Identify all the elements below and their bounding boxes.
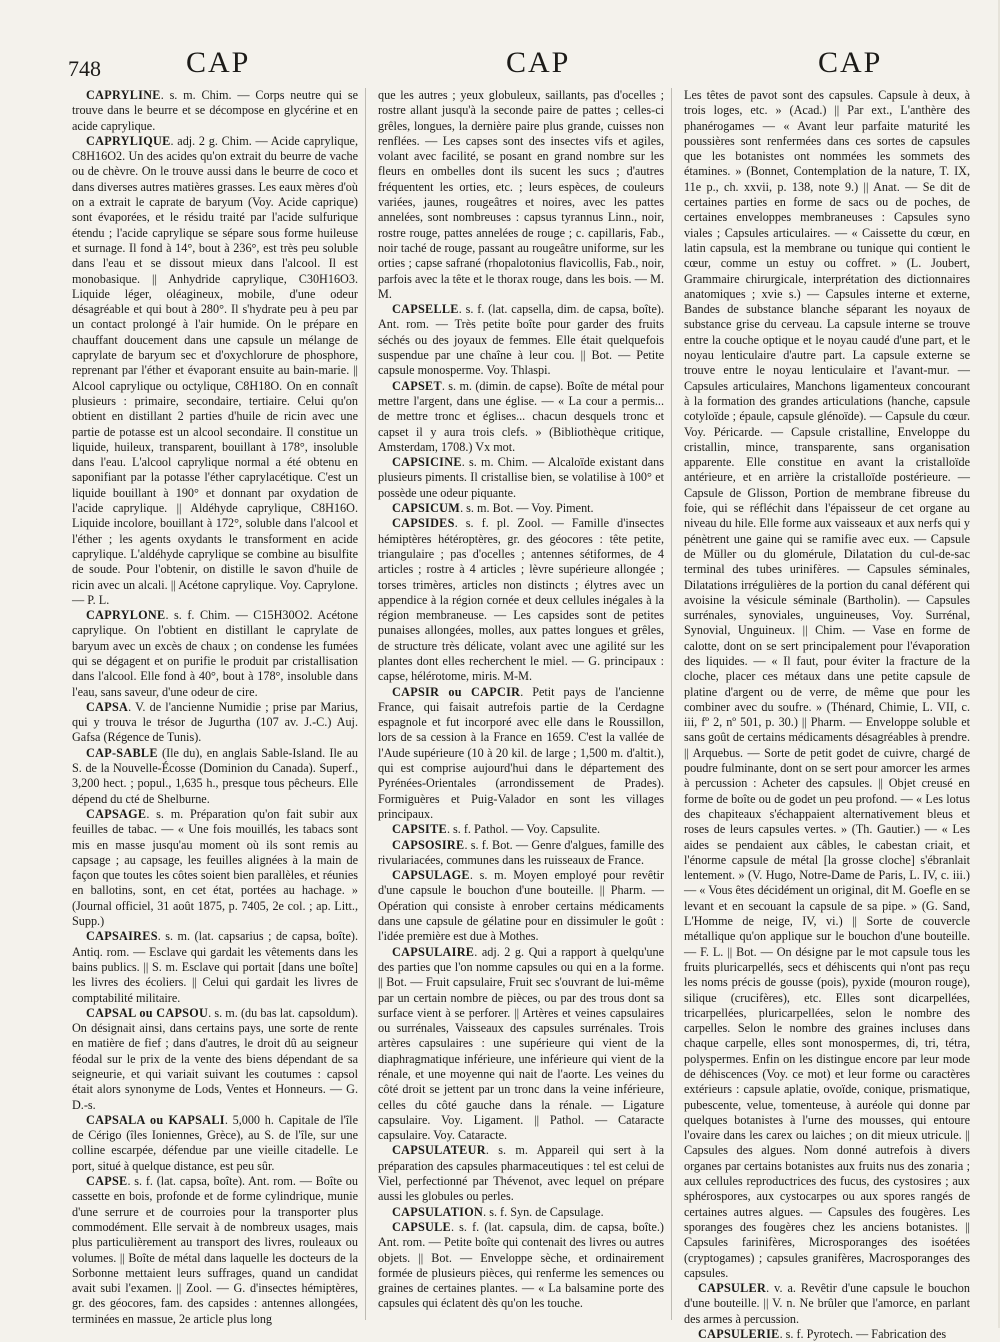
dictionary-entry (378, 822, 664, 837)
entry-headword: CAPSAL ou CAPSOU (86, 1005, 209, 1020)
dictionary-entry (72, 746, 358, 807)
running-header (0, 0, 1000, 80)
running-head-center: CAP (506, 46, 571, 79)
entry-text: Les têtes de pavot sont des capsules. Capsule à deux, à trois loges, etc. » (Acad.) || Par ext., L'anthère des phanérogames — « Avant leur parfaite maturité les poussières sont renfermées dans ces sortes de capsules que les botanistes ont nommées les sommets des étamines. » (Bonnet, Contemplation de la nature, T. IX, 11e p., ch. xxvii, p. 138, note 9.) || Anat. — Se dit de certaines parties en forme de sacs ou de poches, de certaines enveloppes membraneuses : Capsules syno viales ; Capsules articulaires. — « Caissette du cœur, en latin capsula, est la membrane ou tunique qui contient le cœur, comme un estuy ou coffret. » (L. Joubert, Grammaire chirurgicale, interprétation des dictionnaires anatomiques ; xvie s.) — Capsules interne et externe, Bandes de substance blanche séparant les noyaux de substance grise du cerveau. La capsule interne se trouve entre la couche optique et le noyau caudé d'une part, et le noyau lenticulaire d'autre part. La capsule externe se trouve entre le noyau lenticulaire et l'avant-mur. — Capsules articulaires, Manchons ligamenteux concourant à la formation des grandes articulations (hanche, capsule cotyloïde ; épaule, capsule glénoïde). — Capsule du cœur. Voy. Péricarde. — Capsule cristalline, Enveloppe du cristallin, mince, transparente, sans organisation apparente. Elle constitue en avant la cristalloïde antérieure, et en arrière la cristalloïde postérieure. — Capsule de Glisson, Portion de membrane fibreuse du foie, qui se réfléchit dans l'épaisseur de cet organe au niveau du hile. Elle forme aux vaisseaux et aux nerfs qui y pénètrent une gaine qui se ramifie avec eux. — Capsule de Müller ou du glomérule, Dilatation du cul-de-sac terminal des tubes urinifères. — Capsules séminales, Dilatations irrégulières de la portion du canal déférent qui avoisine la vésicule séminale (Bartholin). — Capsules surrénales, synoviales, unguineuses, Voy. Surrénal, Synovial, Unguineux. || Chim. — Vase en forme de calotte, dont on se sert principalement pour l'évaporation des liquides. — « Il faut, pour éviter la fracture de la cloche, placer ces métaux dans une petite capsule de platine d'argent ou de verre, de même que pour les combiner avec du soufre. » (Thénard, Chimie, L. VII, c. iii, fº 2, nº 501, p. 30.) || Pharm. — Enveloppe soluble et sans goût de certains médicaments désagréables à prendre. || Arquebus. — Sorte de petit godet de cuivre, chargé de poudre fulminante, dont on se sert pour amorcer les armes à percussion : Acheter des capsules. || Objet creusé en forme de boîte ou de godet un peu profond. — « Les lotus des chapiteaux s'échappaient alternativement bleus et roses de leurs capsules vertes. » (Th. Gautier.) — « Les aides se pendaient aux câbles, le cabestan criait, et l'énorme capsule de métal [la grosse cloche] s'ébranlait lentement. » (V. Hugo, Notre-Dame de Paris, L. IV, c. iii.) — « Vous êtes décidément un original, dit M. Goefle en se levant et en secouant la capsule de sa pipe. » (G. Sand, L'Homme de neige, IV, vi.) || Sorte de couvercle métallique qu'on applique sur le bouchon d'une bouteille. — F. L. || Bot. — On désigne par le mot capsule tous les fruits pluricarpellés, secs et déhiscents qui n'ont pas reçu les noms précis de gousse (pois), pyxide (mouron rouge), silique (crucifères), etc. Elles sont dicarpellées, tricarpellées, pluricarpellées, selon le nombre des carpelles. Selon le nombre des graines incluses dans chaque carpelle, elles sont monospermes, di, tri, tétra, polyspermes. Enfin on les distingue encore par leur mode de déhiscences (Voy. ce mot) et leur forme ou caractères extérieurs : capsule aplatie, ovoïde, conique, prismatique, pubescente, velue, tomenteuse, à auréole qui donne par quelques botanistes à l'urne des mousses, qui entoure l'ovaire dans les carex ou laiches ; on dit mieux utricule. || Capsules des algues. Nom donné autrefois à divers organes par certains botanistes aux fruits nus des zonaria ; aux cellules reproductrices des fucus, des cystosires ; aux sphérospores, aux cystocarpes ou aux spores rangés de certaines autres algues. — Capsules des fougères. Les sporanges des fougères chez les anciens botanistes. || Capsules farinifères, Microsporanges des isoétées (cryptogames) ; capsules granifères, Macrosporanges des capsules. (684, 88, 970, 1280)
column-middle (378, 88, 672, 1320)
entry-headword: CAPSICINE (392, 455, 462, 470)
entry-text: . s. f. pl. Zool. — Famille d'insectes hémiptères hétéroptères, gr. des géocores : tête petite, triangulaire ; pas d'ocelles ; antennes sétiformes, de 4 articles ; rostre à 4 articles ; lèvre supérieure allongée ; torses trimères, articles non distincts ; élytres avec un appendice à la région cornée et deux cellules inégales à la région membraneuse. — Les capsides sont de petites punaises allongées, molles, aux pattes longues et grêles, de structure très délicate, volant avec une agilité sur les plantes dont elles recherchent le miel. — G. principaux : capse, hélérotome, miris. M-M. (378, 516, 664, 684)
dictionary-entry (378, 838, 664, 869)
entry-headword: CAPSIDES (392, 516, 455, 531)
entry-text: . s. f. (lat. capsula, dim. de capsa, boîte.) Ant. rom. — Petite boîte qui contenait des livres ou autres objets. || Bot. — Enveloppe sèche, et ordinairement formée de plusieurs pièces, qui renferme les semences ou graines de certaines plantes. — « La balsamine porte des capsules qui éclatent dès qu'on les touche. (378, 1219, 664, 1311)
entry-headword: CAPRYLIQUE (86, 133, 171, 148)
dictionary-entry (378, 88, 664, 302)
entry-headword: CAPSULER (698, 1281, 767, 1296)
dictionary-entry (378, 1143, 664, 1204)
entry-text: . s. f. (lat. capsella, dim. de capsa, boîte). Ant. rom. — Très petite boîte pour garder des fruits séchés ou des joyaux de femmes. Elle était quelquefois suspendue par une chaîne à leur cou. || Bot. — Petite capsule monosperme. Voy. Thlaspi. (378, 302, 664, 378)
dictionary-entry (684, 1281, 970, 1327)
dictionary-entry (684, 88, 970, 1281)
entry-headword: CAPSOSIRE (392, 837, 465, 852)
entry-headword: CAPSULERIE (698, 1327, 780, 1342)
entry-headword: CAPSA (86, 699, 129, 714)
entry-text: . Petit pays de l'ancienne France, qui faisait autrefois partie de la Cerdagne espagnole et fut incorporé avec elle dans le Roussillon, lors de sa cession à la France en 1659. C'est la vallée de l'Aude supérieure (10 à 20 kil. de large ; 1,500 m. d'altit.), qui est comprise aujourd'hui dans le département des Pyrénées-Orientales (arrondissement de Prades). Formiguères et Puig-Valador en sont les villages principaux. (378, 684, 664, 821)
entry-text: . s. m. Chim. — Corps neutre qui se trouve dans le beurre et se décompose en glycérine et en acide caprylique. (72, 88, 358, 133)
running-head-left: CAP (186, 46, 251, 79)
entry-text: . s. m. Préparation qu'on fait subir aux feuilles de tabac. — « Une fois mouillés, les tabacs sont mis en masse jusqu'au moment où ils sont remis au capsage ; au capsage, les feuilles alignées à la main de façon que toutes les côtes soient bien parallèles, et réunies en ballotins, sont, en cet état, portées au hachage. » (Journal officiel, 31 août 1875, p. 7405, 2e col. ; ap. Litt., Supp.) (72, 806, 358, 929)
entry-text: . adj. 2 g. Qui a rapport à quelqu'une des parties que l'on nomme capsules ou qui en a la forme. || Bot. — Fruit capsulaire, Fruit sec s'ouvrant de lui-même par un certain nombre de pièces, ou par des trous dont sa surface vient à se perforer. || Artères et veines capsulaires ou surrénales, Vaisseaux des capsules surrénales. Trois artères capsulaires : une supérieure qui vient de la diaphragmatique inférieure, une inférieure qui vient de la rénale, et une moyenne qui nait de l'aorte. Les veines du côté droit se jettent par un tronc dans la veine inférieure, celles du côté gauche dans la rénale. — Ligature capsulaire. Voy. Ligament. || Pathol. — Cataracte capsulaire. Voy. Cataracte. (378, 944, 664, 1143)
column-left (72, 88, 366, 1326)
dictionary-entry (378, 516, 664, 684)
dictionary-entry (72, 807, 358, 929)
entry-text: . s. f. Syn. de Capsulage. (483, 1204, 604, 1219)
dictionary-entry (378, 455, 664, 501)
entry-text: . s. m. Appareil qui sert à la préparation des capsules pharmaceutiques : tel est celui de Viel, perfectionné par Thévenot, avec lequel on prépare aussi les globules ou perles. (378, 1143, 664, 1204)
entry-headword: CAPSET (392, 378, 442, 393)
entry-headword: CAPRYLINE (86, 88, 161, 102)
entry-text: (Ile du), en anglais Sable-Island. Ile au S. de la Nouvelle-Écosse (Dominion du Canada). Superf., 3,200 hect. ; popul., 1,635 h., presque tous pêcheurs. Elle dépend du cté de Shelburne. (72, 745, 358, 806)
entry-text: . V. de l'ancienne Numidie ; prise par Marius, qui y trouva le trésor de Jugurtha (107 av. J.-C.) Auj. Gafsa (Régence de Tunis). (72, 699, 358, 745)
entry-text: . s. m. (du bas lat. capsoldum). On désignait ainsi, dans certains pays, une sorte de rente en matière de fief ; dans d'autres, le droit dû au seigneur féodal sur le prix de la vente des biens dépendant de sa seigneurie, et qui variait suivant les coutumes : capsol était alors synonyme de Lods, Ventes et Honneurs. — G. D.-s. (72, 1005, 358, 1112)
entry-text: . s. f. Pathol. — Voy. Capsulite. (446, 822, 601, 837)
dictionary-entry (72, 1113, 358, 1174)
dictionary-entry (684, 1327, 970, 1342)
entry-headword: CAPSAIRES (86, 929, 158, 944)
entry-text: . s. m. (lat. capsarius ; de capsa, boîte). Antiq. rom. — Esclave qui gardait les vêtements dans les bains publics. || S. m. Esclave qui portait [dans une boîte] les livres des écoliers. || Celui qui gardait les livres de comptabilité militaire. (72, 929, 358, 1005)
page-number: 748 (68, 56, 101, 81)
dictionary-entry (378, 379, 664, 455)
entry-headword: CAPSITE (392, 822, 447, 837)
entry-headword: CAPSULAIRE (392, 944, 475, 959)
entry-headword: CAPSAGE (86, 806, 147, 821)
entry-text: que les autres ; yeux globuleux, saillants, pas d'ocelles ; rostre allant jusqu'à la seconde paire de pattes ; celles-ci grêles, longues, la dernière paire plus grande, cuisses non renflées. — Les capses sont des insectes vifs et agiles, volant avec facilité, se posant en grand nombre sur les fleurs en ombelles dont ils sucent les sucs ; d'autres fréquentent les orties, etc. ; leurs espèces, de couleurs variées, jaunes, rougeâtres et noires, avec les pattes annelées, sont nombreuses : capsus tyrannus Linn., noir, rostre rouge, pattes annelées de rouge ; c. capillaris, Fab., noir taché de rouge, passant au rougeâtre uniforme, sur les orties ; capse safrané (rhopalotonius flavicollis, Fab., noir, parfois avec la tête et le thorax rouge, dans les bois. — M. M. (378, 88, 664, 301)
dictionary-entry (72, 700, 358, 746)
entry-headword: CAPSICUM (392, 501, 461, 516)
dictionary-entry (72, 608, 358, 700)
dictionary-entry (378, 868, 664, 944)
entry-headword: CAPRYLONE (86, 608, 166, 623)
entry-headword: CAPSALA ou KAPSALI (86, 1112, 225, 1127)
entry-text: . s. f. Bot. — Genre d'algues, famille des rivulariacées, communes dans les ruisseaux de France. (378, 837, 664, 867)
dictionary-entry (378, 302, 664, 378)
entry-headword: CAPSULE (392, 1219, 451, 1234)
entry-text: . s. f. Pyrotech. — Fabrication des (779, 1327, 947, 1342)
entry-text: . adj. 2 g. Chim. — Acide caprylique, C8H16O2. Un des acides qu'on extrait du beurre de vache ou de chèvre. On le trouve aussi dans le beurre de coco et dans diverses autres matières grasses. Les eaux mères d'où on a extrait le caprate de baryum (Voy. Acide caprique) sont évaporées, et le résidu traité par l'acide sulfurique étendu ; l'acide caprylique se sépare sous forme huileuse et surnage. Il fond à 14°, bout à 236°, est très peu soluble dans l'eau et se dissout mieux dans l'alcool. Il est monobasique. || Anhydride caprylique, C30H16O3. Liquide léger, oléagineux, mobile, d'une odeur désagréable et qui bout à 280°. Il s'hydrate peu à peu par un contact prolongé à l'air humide. On le prépare en chauffant doucement dans une capsule un mélange de caprylate de baryum sec et d'oxychlorure de phosphore, reprenant par l'éther et évaporant ensuite au bain-marie. || Alcool caprylique ou octylique, C8H18O. On en connaît plusieurs : primaire, secondaire, tertiaire. Celui qu'on obtient en distillant 2 parties d'huile de ricin avec une partie de potasse est un alcool secondaire. Il constitue un liquide, huileux, transparent, bouillant à 178°, insoluble dans l'eau. L'alcool caprylique normal a été obtenu en saponifiant par la potasse l'éther caprylacétique. C'est un liquide bouillant à 190° et donnant par oxydation de l'acide caprylique. || Aldéhyde caprylique, C8H16O. Liquide incolore, bouillant à 172°, soluble dans l'alcool et l'éther ; les agents oxydants le transforment en acide caprylique. L'aldéhyde caprylique se combine au bisulfite de soude. Pour l'obtenir, on distille le savon d'huile de ricin avec un alcali. || Acétone caprylique. Voy. Caprylone. — P. L. (72, 133, 358, 607)
entry-text: . s. m. Chim. — Alcaloïde existant dans plusieurs piments. Il cristallise bien, se volatilise à 100° et possède une odeur piquante. (378, 455, 664, 500)
dictionary-entry (378, 685, 664, 823)
entry-text: . s. m. Moyen employé pour revêtir d'une capsule le bouchon d'une bouteille. || Pharm. — Opération qui consiste à enrober certains médicaments dans une capsule de gélatine pour en dissimuler le goût : l'idée première est due à Mothes. (378, 868, 664, 944)
entry-text: . s. m. Bot. — Voy. Piment. (460, 501, 594, 516)
entry-text: . v. a. Revêtir d'une capsule le bouchon d'une bouteille. || V. n. Ne brûler que l'amorce, en parlant des armes à percussion. (684, 1281, 970, 1326)
dictionary-entry (72, 1174, 358, 1327)
entry-text: . s. m. (dimin. de capse). Boîte de métal pour mettre l'argent, dans une église. — « La cour a permis... de mettre tronc et églises... chacun desquels tronc et capset il y aura trois clefs. » (Bibliothèque critique, Amsterdam, 1708.) Vx mot. (378, 378, 664, 454)
dictionary-entry (72, 134, 358, 608)
column-right (684, 88, 970, 1342)
entry-text: . 5,000 h. Capitale de l'île de Cérigo (îles Ioniennes, Grèce), au S. de l'île, sur une colline escarpée, défendue par une vieille citadelle. Le port, situé à quelque distance, est peu sûr. (72, 1112, 358, 1173)
dictionary-entry (378, 945, 664, 1144)
entry-text: . s. f. Chim. — C15H30O2. Acétone caprylique. On l'obtient en distillant le caprylate de baryum avec un excès de chaux ; on condense les fumées qui se dégagent et on purifie le produit par cristallisation dans l'alcool. Elle fond à 40°, bout à 178°, insoluble dans l'eau, sans saveur, d'une odeur de cire. (72, 608, 358, 699)
running-head-right: CAP (818, 46, 883, 79)
entry-headword: CAP-SABLE (86, 745, 158, 760)
dictionary-entry (378, 501, 664, 516)
dictionary-entry (378, 1220, 664, 1312)
dictionary-entry (72, 88, 358, 134)
entry-text: . s. f. (lat. capsa, boîte). Ant. rom. — Boîte ou cassette en bois, profonde et de forme cylindrique, munie d'une serrure et de courroies pour la transporter plus commodément. Elle servait à de nombreux usages, mais plus particulièrement au transport des livres, rouleaux ou volumes. || Boîte de métal dans laquelle les docteurs de la Sorbonne mettaient leurs suffrages, quand un candidat avait subi l'examen. || Zool. — G. d'insectes hémiptères, gr. des géocores, fam. des capsides : antennes allongées, terminées en massue, 2e article plus long (72, 1174, 358, 1326)
entry-headword: CAPSIR ou CAPCIR (392, 684, 521, 699)
entry-headword: CAPSULATION (392, 1204, 484, 1219)
dictionary-entry (378, 1205, 664, 1220)
entry-headword: CAPSE (86, 1174, 128, 1189)
entry-headword: CAPSULAGE (392, 868, 470, 883)
entry-headword: CAPSELLE (392, 302, 459, 317)
dictionary-entry (72, 1006, 358, 1113)
dictionary-entry (72, 929, 358, 1005)
entry-headword: CAPSULATEUR (392, 1143, 486, 1158)
